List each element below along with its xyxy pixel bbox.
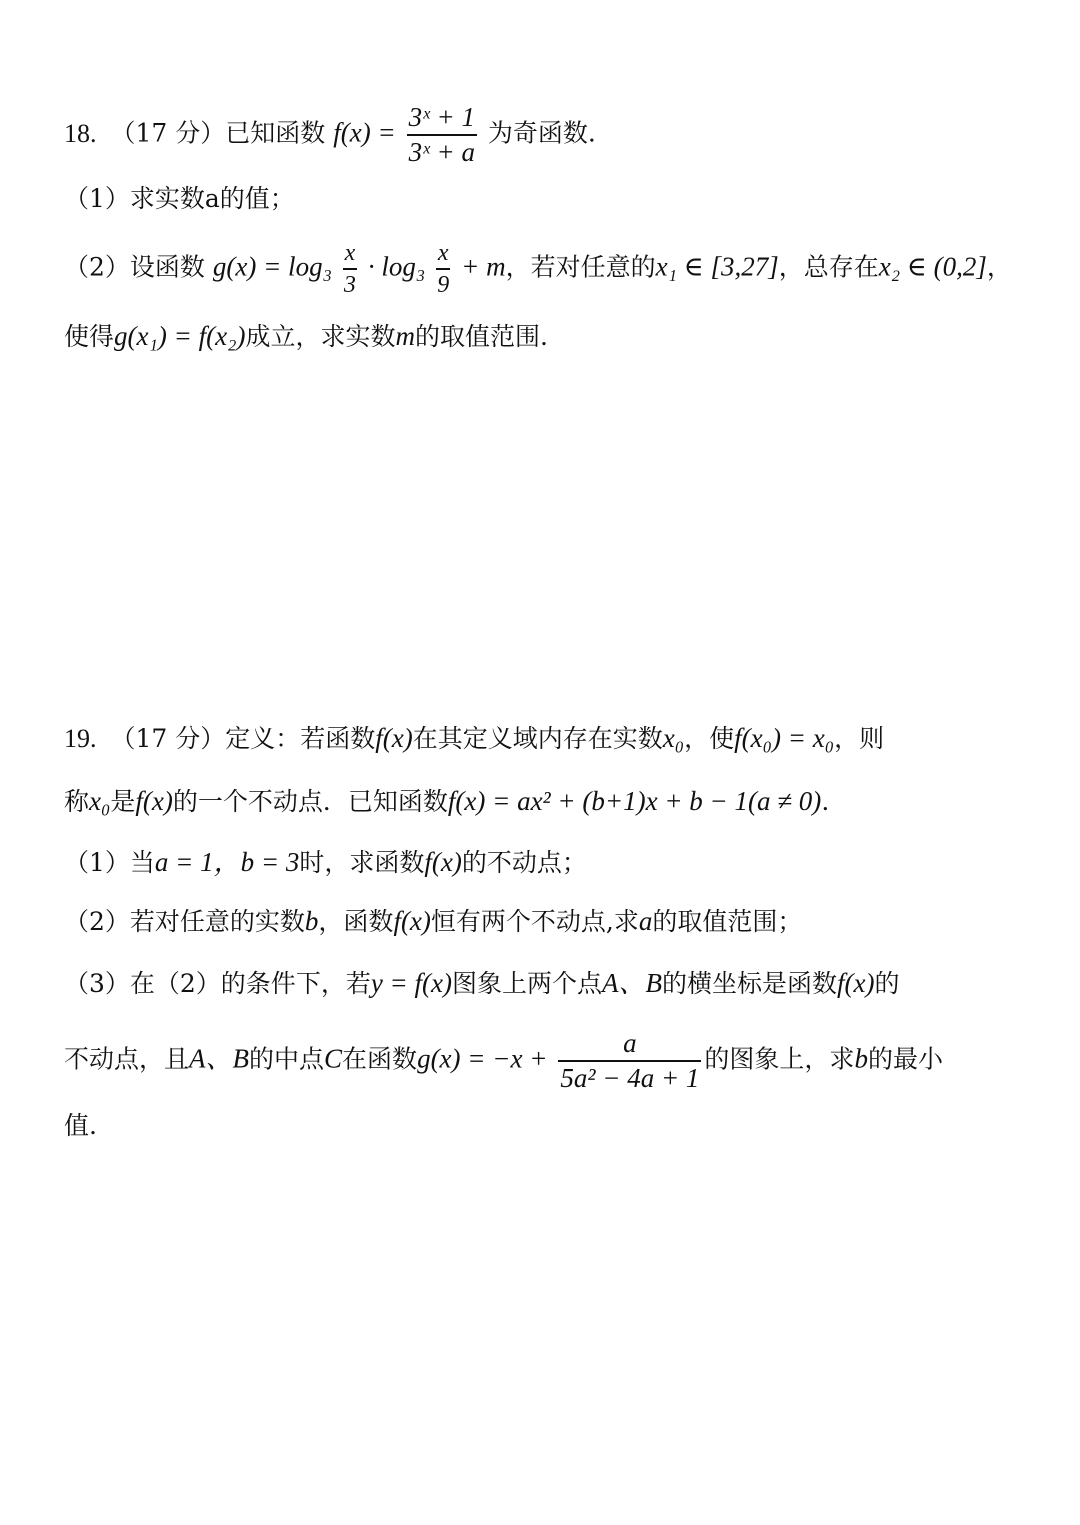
q19-part-3-line-1 [64,970,1020,997]
fraction-denominator: 5a² − 4a + 1 [558,1060,701,1092]
fraction-numerator: x [344,240,356,266]
part-text: 在（2）的条件下，若 [129,969,371,998]
fraction-denominator: 9 [436,268,450,297]
dot-log: · log₃ [367,251,426,282]
part-text: 求实数a的值； [129,184,295,213]
q19-part-3-line-3 [64,1113,1020,1138]
question-points: （17 分） [110,724,226,753]
math-point-c: C [324,1043,343,1074]
part-text: 恒有两个不动点,求 [430,907,639,936]
math-condition: a = 1，b = 3 [154,847,300,877]
part-text: ，若对任意的 [505,252,656,282]
math-points-ab: A、B [602,968,663,998]
fraction-denominator: 3ˣ + a [407,134,477,166]
g-equals-f: g(x₁) = f(x₂) [114,321,246,351]
q19-text: 在其定义域内存在实数 [412,724,663,753]
math-b: b [304,906,319,936]
part-text: ，函数 [318,907,394,936]
question-points: （17 分） [110,118,226,148]
part-text: 的 [874,969,900,998]
g-fraction [558,1030,701,1092]
part-text: 的取值范围； [652,907,803,936]
part-label: （1） [64,184,130,213]
x1-interval: x₁ ∈ [3,27] [655,251,779,282]
math-y-eq-fx: y = f(x) [370,968,452,998]
part-text: 使得 [64,322,115,351]
math-fx: f(x) [837,968,875,998]
math-fixed-point-eq: f(x₀) = x₀ [734,723,835,753]
q19-text: ，使 [684,724,735,753]
fraction-numerator: a [623,1028,637,1058]
part-text: 的最小 [867,1044,943,1074]
part-text: 当 [129,848,155,877]
math-fx: f(x) [424,847,462,877]
fraction-numerator: 3ˣ + 1 [408,102,475,132]
math-b: b [854,1043,868,1074]
q19-part-1 [64,849,1020,876]
part-text: 设函数 [129,252,205,282]
math-fx: f(x) [393,906,431,936]
math-fx: f(x) [375,723,413,753]
part-text: 若对任意的实数 [129,907,305,936]
q19-part-3-line-2 [64,1030,1020,1092]
math-x0: x₀ [89,786,111,816]
q18-part-2-line-2 [64,323,1020,350]
q19-text: 的一个不动点．已知函数 [172,787,448,816]
q19-line-2 [64,788,1020,815]
f-definition-lhs: f(x) = [333,117,396,148]
math-x0: x₀ [662,723,685,753]
math-points-ab: A、B [189,1043,250,1074]
x2-interval: x₂ ∈ (0,2] [878,251,987,282]
q18-part-1 [64,186,1020,211]
math-fx: f(x) [135,786,173,816]
plus-m: + m [461,251,506,282]
q19-text: 是 [110,787,136,816]
part-label: （3） [64,969,130,998]
g-definition: g(x) = log₃ [212,251,332,282]
part-text: 的图象上，求 [704,1044,855,1074]
fraction-numerator: x [437,240,449,266]
fraction-x-over-9 [436,241,450,297]
part-label: （2） [64,252,130,282]
q18-tail: 为奇函数. [487,118,596,148]
part-text: 的横坐标是函数 [662,969,838,998]
q19-line-1 [64,725,1020,752]
part-text: ， [986,252,1012,282]
q18-part-2-line-1 [64,241,1020,297]
q19-text: 定义：若函数 [225,724,376,753]
f-definition-fraction [407,104,477,166]
part-text: 的中点 [249,1044,325,1074]
var-m: m [395,321,415,351]
question-number: 19. [64,724,97,753]
math-f-definition: f(x) = ax² + (b+1)x + b − 1(a ≠ 0) [447,786,822,816]
part-text: 的取值范围. [414,322,548,351]
part-label: （1） [64,848,130,877]
q19-text: . [821,787,830,816]
part-text: 图象上两个点 [452,969,603,998]
q19-text: ，则 [834,724,885,753]
q19-text: 称 [64,787,90,816]
q18-line-1 [64,104,1020,166]
fraction-denominator: 3 [343,268,357,297]
part-text: 的不动点； [461,848,587,877]
fraction-x-over-3 [343,241,357,297]
part-text: 成立，求实数 [245,322,396,351]
math-g-definition: g(x) = −x + [417,1043,548,1074]
part-text: 时，求函数 [299,848,425,877]
question-number: 18. [64,118,97,148]
q18-intro: 已知函数 [225,118,326,148]
part-text: ，总存在 [778,252,879,282]
part-text: 在函数 [342,1044,418,1074]
part-text: 不动点，且 [64,1044,190,1074]
part-text: 值. [64,1111,97,1140]
math-a: a [638,906,653,936]
q19-part-2 [64,908,1020,935]
part-label: （2） [64,907,130,936]
